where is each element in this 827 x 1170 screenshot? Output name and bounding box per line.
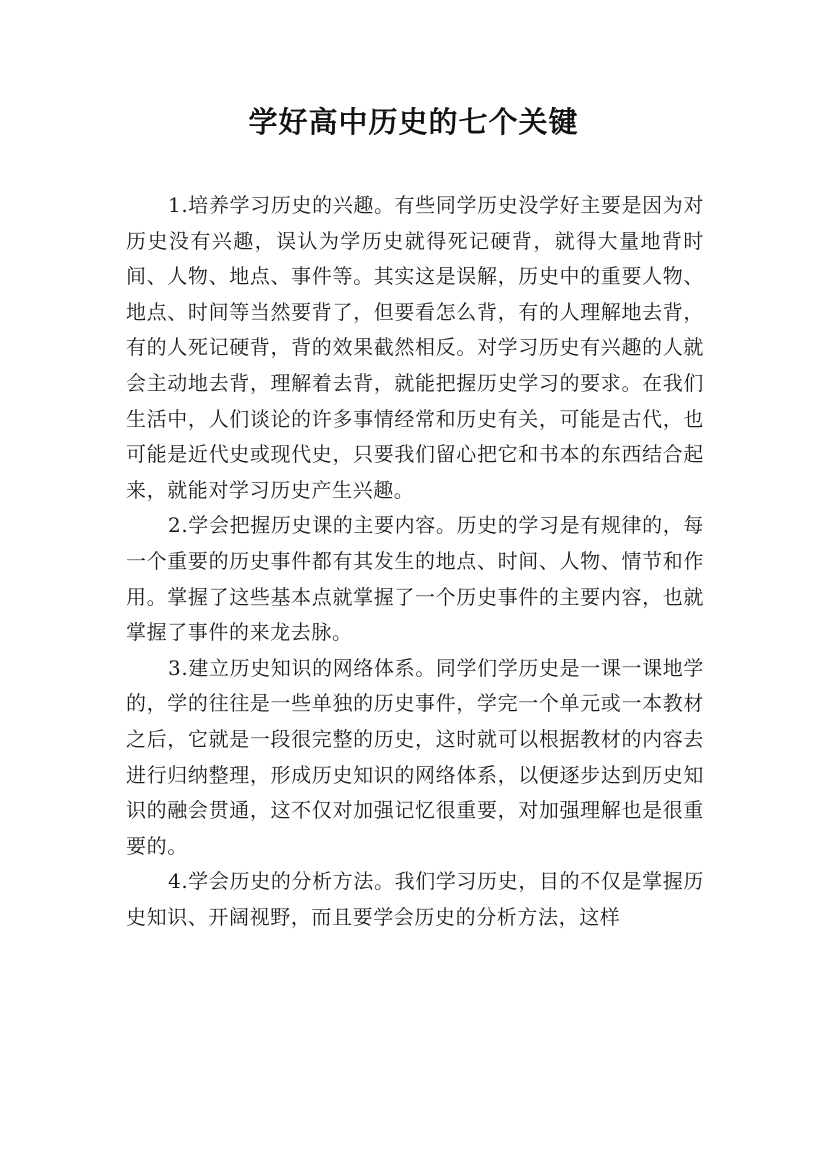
document-title: 学好高中历史的七个关键 [248,105,579,139]
paragraph-4-analysis-method: 4.学会历史的分析方法。我们学习历史，目的不仅是掌握历史知识、开阔视野，而且要学会历史的分析方法，这样 [126,869,704,929]
document-body [126,188,704,935]
paragraph-1-interest: 1.培养学习历史的兴趣。有些同学历史没学好主要是因为对历史没有兴趣，误认为学历史就得死记硬背，就得大量地背时间、人物、地点、事件等。其实这是误解，历史中的重要人物、地点、时间等当然要背了，但要看怎么背，有的人理解地去背，有的人死记硬背，背的效果截然相反。对学习历史有兴趣的人就会主动地去背，理解着去背，就能把握历史学习的要求。在我们生活中，人们谈论的许多事情经常和历史有关，可能是古代，也可能是近代史或现代史，只要我们留心把它和书本的东西结合起来，就能对学习历史产生兴趣。 [126,193,704,502]
paragraph-2-main-content: 2.学会把握历史课的主要内容。历史的学习是有规律的，每一个重要的历史事件都有其发生的地点、时间、人物、情节和作用。掌握了这些基本点就掌握了一个历史事件的主要内容，也就掌握了事件的来龙去脉。 [126,513,704,645]
paragraph-3-knowledge-network: 3.建立历史知识的网络体系。同学们学历史是一课一课地学的，学的往往是一些单独的历史事件，学完一个单元或一本教材之后，它就是一段很完整的历史，这时就可以根据教材的内容去进行归纳整理，形成历史知识的网络体系，以便逐步达到历史知识的融会贯通，这不仅对加强记忆很重要，对加强理解也是很重要的。 [126,655,704,858]
